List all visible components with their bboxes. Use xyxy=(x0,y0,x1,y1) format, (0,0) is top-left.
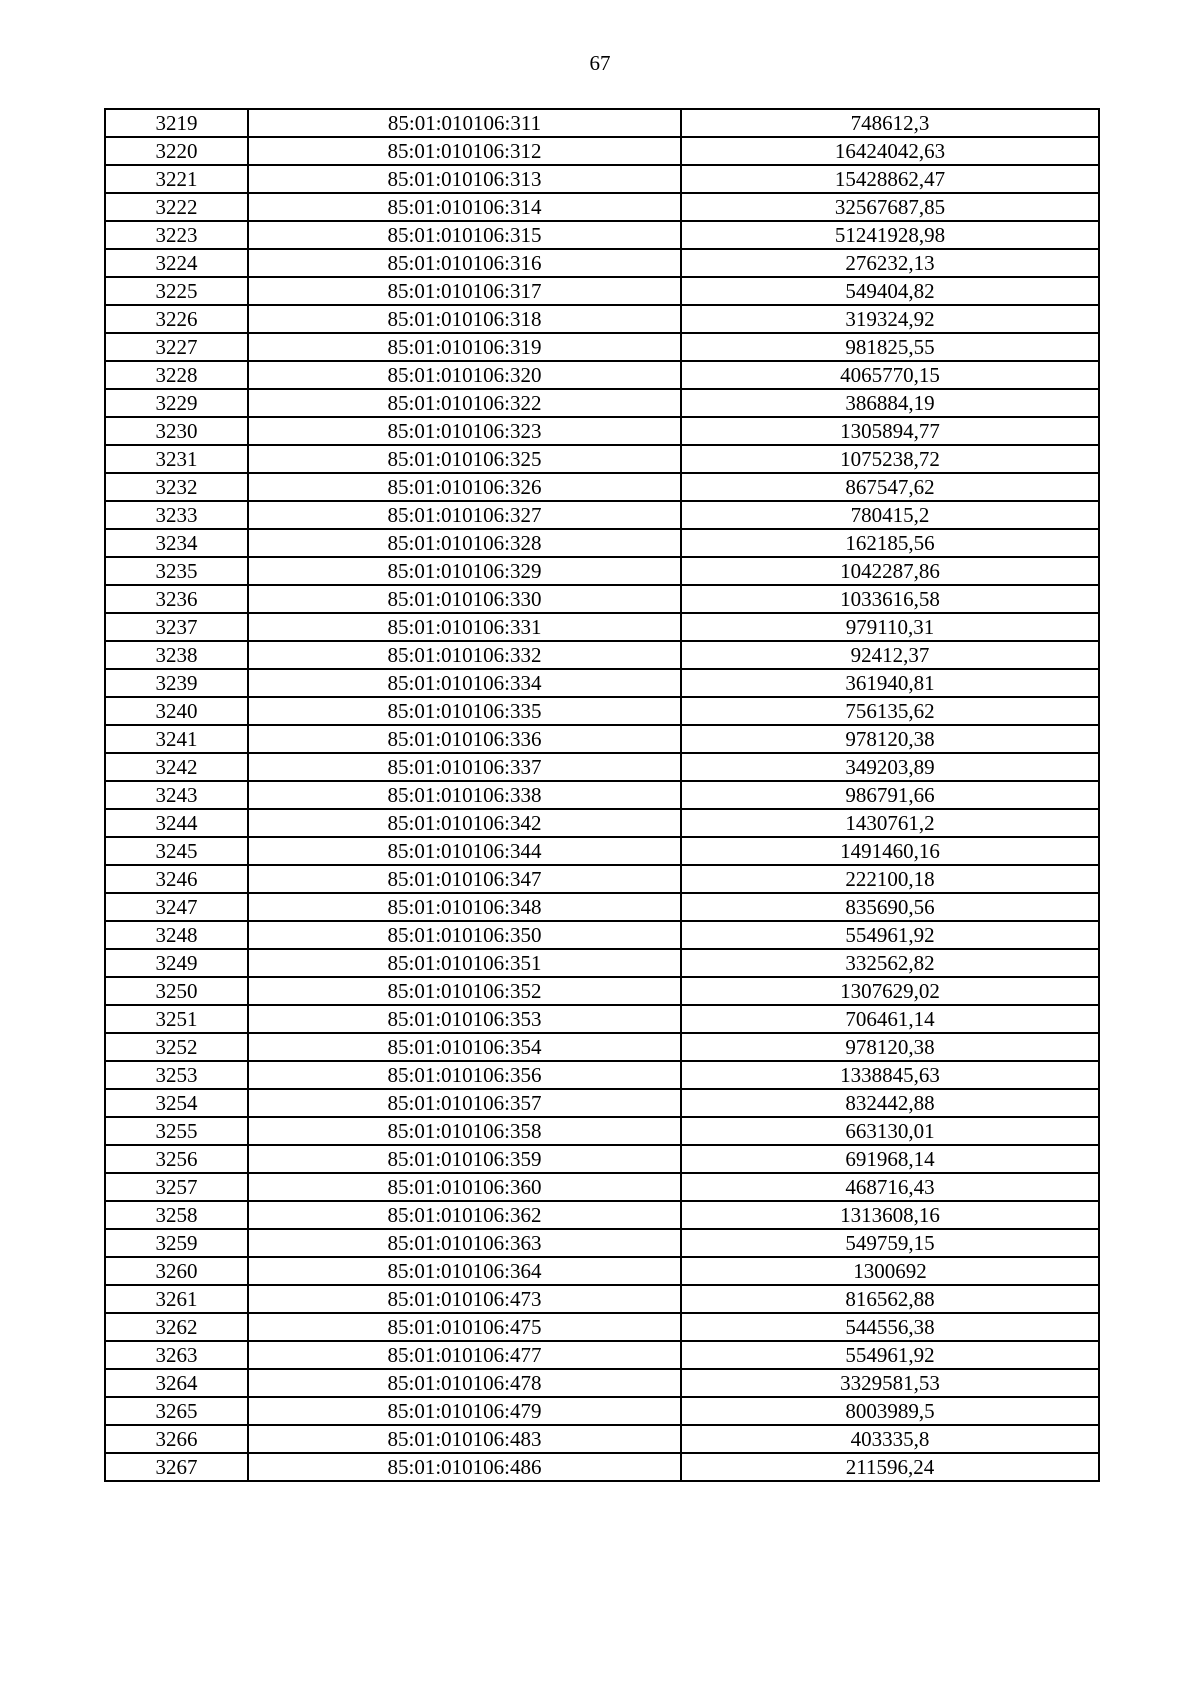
value-cell: 8003989,5 xyxy=(681,1397,1099,1425)
value-cell: 1338845,63 xyxy=(681,1061,1099,1089)
table-row xyxy=(105,221,1099,249)
cadastral-number-cell: 85:01:010106:322 xyxy=(248,389,681,417)
cadastral-number-cell: 85:01:010106:313 xyxy=(248,165,681,193)
value-cell: 981825,55 xyxy=(681,333,1099,361)
row-number-cell: 3258 xyxy=(105,1201,248,1229)
row-number-cell: 3257 xyxy=(105,1173,248,1201)
table-row xyxy=(105,921,1099,949)
row-number-cell: 3251 xyxy=(105,1005,248,1033)
value-cell: 691968,14 xyxy=(681,1145,1099,1173)
row-number-cell: 3240 xyxy=(105,697,248,725)
value-cell: 3329581,53 xyxy=(681,1369,1099,1397)
value-cell: 780415,2 xyxy=(681,501,1099,529)
value-cell: 549404,82 xyxy=(681,277,1099,305)
table-row xyxy=(105,977,1099,1005)
table-row xyxy=(105,249,1099,277)
table-row xyxy=(105,529,1099,557)
row-number-cell: 3242 xyxy=(105,753,248,781)
cadastral-number-cell: 85:01:010106:315 xyxy=(248,221,681,249)
value-cell: 756135,62 xyxy=(681,697,1099,725)
table-row xyxy=(105,1425,1099,1453)
cadastral-number-cell: 85:01:010106:344 xyxy=(248,837,681,865)
value-cell: 835690,56 xyxy=(681,893,1099,921)
value-cell: 1042287,86 xyxy=(681,557,1099,585)
value-cell: 1430761,2 xyxy=(681,809,1099,837)
row-number-cell: 3264 xyxy=(105,1369,248,1397)
cadastral-number-cell: 85:01:010106:326 xyxy=(248,473,681,501)
row-number-cell: 3222 xyxy=(105,193,248,221)
row-number-cell: 3265 xyxy=(105,1397,248,1425)
cadastral-number-cell: 85:01:010106:335 xyxy=(248,697,681,725)
row-number-cell: 3255 xyxy=(105,1117,248,1145)
table-row xyxy=(105,1061,1099,1089)
table-row xyxy=(105,1089,1099,1117)
cadastral-number-cell: 85:01:010106:364 xyxy=(248,1257,681,1285)
value-cell: 554961,92 xyxy=(681,921,1099,949)
table-row xyxy=(105,1285,1099,1313)
table-row xyxy=(105,361,1099,389)
cadastral-number-cell: 85:01:010106:477 xyxy=(248,1341,681,1369)
value-cell: 663130,01 xyxy=(681,1117,1099,1145)
row-number-cell: 3237 xyxy=(105,613,248,641)
value-cell: 1075238,72 xyxy=(681,445,1099,473)
row-number-cell: 3250 xyxy=(105,977,248,1005)
cadastral-number-cell: 85:01:010106:332 xyxy=(248,641,681,669)
row-number-cell: 3254 xyxy=(105,1089,248,1117)
cadastral-number-cell: 85:01:010106:327 xyxy=(248,501,681,529)
row-number-cell: 3256 xyxy=(105,1145,248,1173)
table-row xyxy=(105,809,1099,837)
cadastral-number-cell: 85:01:010106:347 xyxy=(248,865,681,893)
cadastral-number-cell: 85:01:010106:359 xyxy=(248,1145,681,1173)
table-row xyxy=(105,1341,1099,1369)
row-number-cell: 3223 xyxy=(105,221,248,249)
row-number-cell: 3226 xyxy=(105,305,248,333)
table-row xyxy=(105,417,1099,445)
table-row xyxy=(105,333,1099,361)
table-row xyxy=(105,1173,1099,1201)
cadastral-number-cell: 85:01:010106:317 xyxy=(248,277,681,305)
cadastral-number-cell: 85:01:010106:312 xyxy=(248,137,681,165)
cadastral-number-cell: 85:01:010106:473 xyxy=(248,1285,681,1313)
value-cell: 1307629,02 xyxy=(681,977,1099,1005)
cadastral-number-cell: 85:01:010106:320 xyxy=(248,361,681,389)
table-row xyxy=(105,193,1099,221)
cadastral-number-cell: 85:01:010106:354 xyxy=(248,1033,681,1061)
value-cell: 978120,38 xyxy=(681,1033,1099,1061)
cadastral-number-cell: 85:01:010106:479 xyxy=(248,1397,681,1425)
cadastral-number-cell: 85:01:010106:338 xyxy=(248,781,681,809)
row-number-cell: 3249 xyxy=(105,949,248,977)
value-cell: 349203,89 xyxy=(681,753,1099,781)
cadastral-value-table xyxy=(104,108,1100,1482)
value-cell: 162185,56 xyxy=(681,529,1099,557)
value-cell: 211596,24 xyxy=(681,1453,1099,1481)
row-number-cell: 3248 xyxy=(105,921,248,949)
table-row xyxy=(105,893,1099,921)
cadastral-number-cell: 85:01:010106:334 xyxy=(248,669,681,697)
row-number-cell: 3263 xyxy=(105,1341,248,1369)
value-cell: 1300692 xyxy=(681,1257,1099,1285)
cadastral-number-cell: 85:01:010106:353 xyxy=(248,1005,681,1033)
table-row xyxy=(105,1369,1099,1397)
cadastral-number-cell: 85:01:010106:318 xyxy=(248,305,681,333)
value-cell: 92412,37 xyxy=(681,641,1099,669)
value-cell: 361940,81 xyxy=(681,669,1099,697)
value-cell: 706461,14 xyxy=(681,1005,1099,1033)
value-cell: 832442,88 xyxy=(681,1089,1099,1117)
table-row xyxy=(105,501,1099,529)
cadastral-number-cell: 85:01:010106:363 xyxy=(248,1229,681,1257)
value-cell: 16424042,63 xyxy=(681,137,1099,165)
value-cell: 386884,19 xyxy=(681,389,1099,417)
value-cell: 1033616,58 xyxy=(681,585,1099,613)
value-cell: 816562,88 xyxy=(681,1285,1099,1313)
value-cell: 15428862,47 xyxy=(681,165,1099,193)
row-number-cell: 3266 xyxy=(105,1425,248,1453)
row-number-cell: 3252 xyxy=(105,1033,248,1061)
cadastral-number-cell: 85:01:010106:311 xyxy=(248,109,681,137)
cadastral-number-cell: 85:01:010106:478 xyxy=(248,1369,681,1397)
table-row xyxy=(105,753,1099,781)
cadastral-number-cell: 85:01:010106:348 xyxy=(248,893,681,921)
cadastral-number-cell: 85:01:010106:483 xyxy=(248,1425,681,1453)
table-row xyxy=(105,1201,1099,1229)
row-number-cell: 3241 xyxy=(105,725,248,753)
row-number-cell: 3233 xyxy=(105,501,248,529)
value-cell: 332562,82 xyxy=(681,949,1099,977)
cadastral-number-cell: 85:01:010106:330 xyxy=(248,585,681,613)
table-row xyxy=(105,1313,1099,1341)
cadastral-number-cell: 85:01:010106:337 xyxy=(248,753,681,781)
table-row xyxy=(105,1117,1099,1145)
row-number-cell: 3245 xyxy=(105,837,248,865)
value-cell: 979110,31 xyxy=(681,613,1099,641)
row-number-cell: 3246 xyxy=(105,865,248,893)
cadastral-number-cell: 85:01:010106:351 xyxy=(248,949,681,977)
row-number-cell: 3236 xyxy=(105,585,248,613)
cadastral-number-cell: 85:01:010106:329 xyxy=(248,557,681,585)
cadastral-number-cell: 85:01:010106:356 xyxy=(248,1061,681,1089)
value-cell: 403335,8 xyxy=(681,1425,1099,1453)
cadastral-number-cell: 85:01:010106:486 xyxy=(248,1453,681,1481)
cadastral-number-cell: 85:01:010106:360 xyxy=(248,1173,681,1201)
row-number-cell: 3260 xyxy=(105,1257,248,1285)
cadastral-number-cell: 85:01:010106:316 xyxy=(248,249,681,277)
cadastral-number-cell: 85:01:010106:342 xyxy=(248,809,681,837)
cadastral-number-cell: 85:01:010106:358 xyxy=(248,1117,681,1145)
table-row xyxy=(105,781,1099,809)
row-number-cell: 3267 xyxy=(105,1453,248,1481)
table-row xyxy=(105,697,1099,725)
row-number-cell: 3261 xyxy=(105,1285,248,1313)
row-number-cell: 3224 xyxy=(105,249,248,277)
cadastral-number-cell: 85:01:010106:314 xyxy=(248,193,681,221)
table-row xyxy=(105,865,1099,893)
value-cell: 986791,66 xyxy=(681,781,1099,809)
value-cell: 1491460,16 xyxy=(681,837,1099,865)
table-row xyxy=(105,1033,1099,1061)
table-row xyxy=(105,837,1099,865)
row-number-cell: 3229 xyxy=(105,389,248,417)
value-cell: 1305894,77 xyxy=(681,417,1099,445)
cadastral-number-cell: 85:01:010106:362 xyxy=(248,1201,681,1229)
table-row xyxy=(105,1229,1099,1257)
cadastral-number-cell: 85:01:010106:328 xyxy=(248,529,681,557)
table-row xyxy=(105,725,1099,753)
value-cell: 51241928,98 xyxy=(681,221,1099,249)
value-cell: 549759,15 xyxy=(681,1229,1099,1257)
table-row xyxy=(105,613,1099,641)
cadastral-number-cell: 85:01:010106:352 xyxy=(248,977,681,1005)
row-number-cell: 3259 xyxy=(105,1229,248,1257)
table-row xyxy=(105,445,1099,473)
table-row xyxy=(105,1397,1099,1425)
table-row xyxy=(105,109,1099,137)
table-row xyxy=(105,305,1099,333)
table-row xyxy=(105,585,1099,613)
cadastral-number-cell: 85:01:010106:475 xyxy=(248,1313,681,1341)
row-number-cell: 3231 xyxy=(105,445,248,473)
row-number-cell: 3238 xyxy=(105,641,248,669)
table-row xyxy=(105,1257,1099,1285)
table-row xyxy=(105,389,1099,417)
value-cell: 544556,38 xyxy=(681,1313,1099,1341)
row-number-cell: 3225 xyxy=(105,277,248,305)
table-row xyxy=(105,1453,1099,1481)
row-number-cell: 3262 xyxy=(105,1313,248,1341)
cadastral-number-cell: 85:01:010106:331 xyxy=(248,613,681,641)
value-cell: 222100,18 xyxy=(681,865,1099,893)
table-row xyxy=(105,641,1099,669)
table-row xyxy=(105,1145,1099,1173)
row-number-cell: 3247 xyxy=(105,893,248,921)
cadastral-number-cell: 85:01:010106:319 xyxy=(248,333,681,361)
row-number-cell: 3244 xyxy=(105,809,248,837)
cadastral-number-cell: 85:01:010106:357 xyxy=(248,1089,681,1117)
table-row xyxy=(105,165,1099,193)
row-number-cell: 3230 xyxy=(105,417,248,445)
cadastral-number-cell: 85:01:010106:350 xyxy=(248,921,681,949)
value-cell: 867547,62 xyxy=(681,473,1099,501)
row-number-cell: 3235 xyxy=(105,557,248,585)
page-number: 67 xyxy=(589,51,611,75)
value-cell: 468716,43 xyxy=(681,1173,1099,1201)
cadastral-number-cell: 85:01:010106:323 xyxy=(248,417,681,445)
value-cell: 978120,38 xyxy=(681,725,1099,753)
value-cell: 748612,3 xyxy=(681,109,1099,137)
row-number-cell: 3239 xyxy=(105,669,248,697)
table-row xyxy=(105,137,1099,165)
row-number-cell: 3243 xyxy=(105,781,248,809)
row-number-cell: 3253 xyxy=(105,1061,248,1089)
row-number-cell: 3227 xyxy=(105,333,248,361)
row-number-cell: 3234 xyxy=(105,529,248,557)
value-cell: 276232,13 xyxy=(681,249,1099,277)
cadastral-number-cell: 85:01:010106:336 xyxy=(248,725,681,753)
table-row xyxy=(105,277,1099,305)
table-row xyxy=(105,473,1099,501)
table-row xyxy=(105,1005,1099,1033)
table-row xyxy=(105,557,1099,585)
value-cell: 554961,92 xyxy=(681,1341,1099,1369)
table-row xyxy=(105,949,1099,977)
value-cell: 319324,92 xyxy=(681,305,1099,333)
cadastral-number-cell: 85:01:010106:325 xyxy=(248,445,681,473)
value-cell: 1313608,16 xyxy=(681,1201,1099,1229)
row-number-cell: 3219 xyxy=(105,109,248,137)
value-cell: 4065770,15 xyxy=(681,361,1099,389)
row-number-cell: 3232 xyxy=(105,473,248,501)
table-body xyxy=(105,109,1099,1481)
row-number-cell: 3221 xyxy=(105,165,248,193)
row-number-cell: 3228 xyxy=(105,361,248,389)
table-row xyxy=(105,669,1099,697)
value-cell: 32567687,85 xyxy=(681,193,1099,221)
row-number-cell: 3220 xyxy=(105,137,248,165)
